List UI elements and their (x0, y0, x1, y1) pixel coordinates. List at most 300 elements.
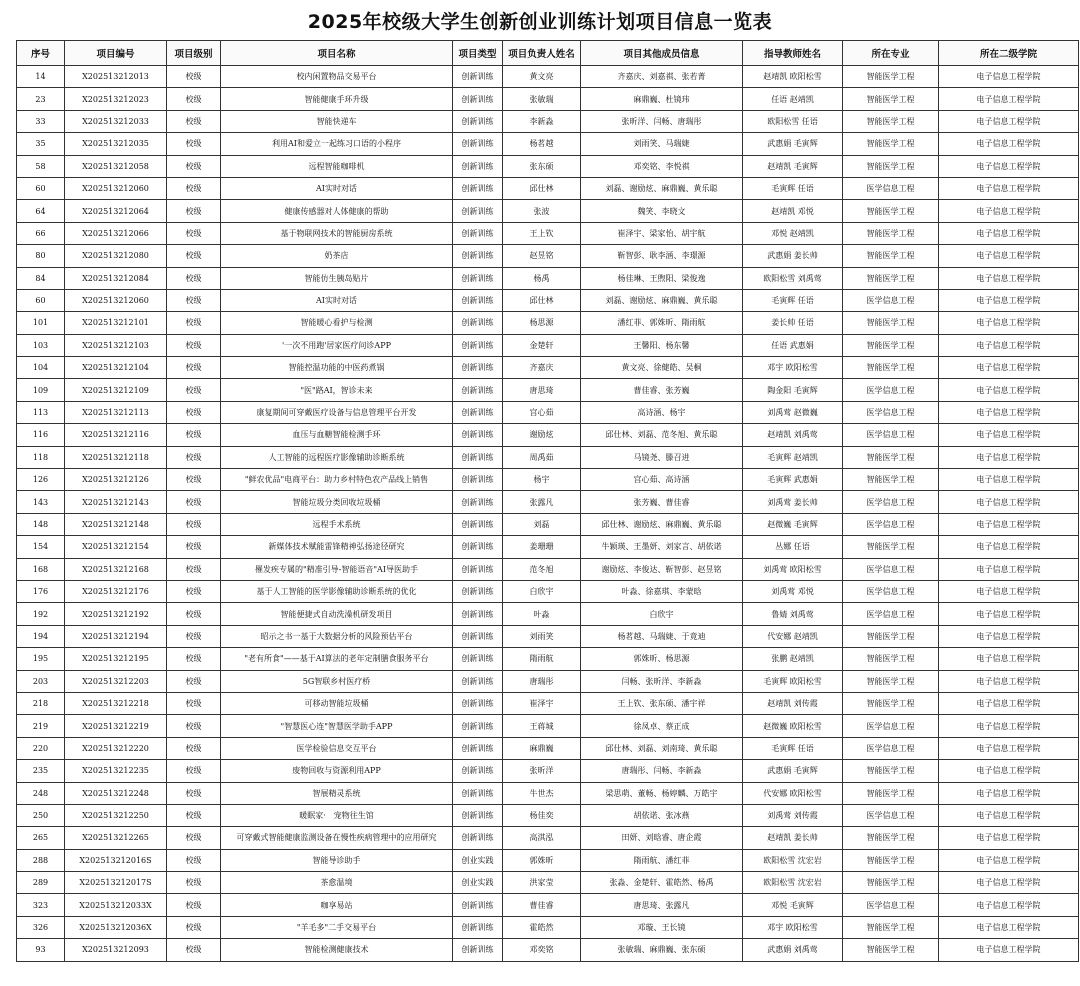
cell-project-id: X202513212104 (65, 357, 167, 379)
cell-project-name: '一次不用跑'居家医疗问诊APP (221, 334, 453, 356)
cell-major: 智能医学工程 (843, 670, 939, 692)
cell-index: 248 (17, 782, 65, 804)
cell-college: 电子信息工程学院 (939, 177, 1079, 199)
cell-major: 智能医学工程 (843, 692, 939, 714)
cell-index: 176 (17, 580, 65, 602)
table-row (17, 827, 1079, 849)
cell-college: 电子信息工程学院 (939, 133, 1079, 155)
cell-project-name: 奶茶店 (221, 245, 453, 267)
cell-project-name: 智能检测健康技术 (221, 939, 453, 961)
cell-level: 校级 (167, 536, 221, 558)
cell-project-id: X202513212235 (65, 760, 167, 782)
cell-major: 智能医学工程 (843, 849, 939, 871)
cell-type: 创新训练 (453, 916, 503, 938)
cell-level: 校级 (167, 177, 221, 199)
cell-advisors: 武惠娟 毛寅辉 (743, 133, 843, 155)
cell-major: 医学信息工程 (843, 558, 939, 580)
cell-members: 邱仕林、谢励炫、麻鼎巍、黄乐聪 (581, 513, 743, 535)
cell-leader: 叶淼 (503, 603, 581, 625)
cell-project-name: 远程智能咖啡机 (221, 155, 453, 177)
cell-members: 靳智彭、耿李涵、李璟源 (581, 245, 743, 267)
cell-major: 智能医学工程 (843, 536, 939, 558)
cell-type: 创业实践 (453, 872, 503, 894)
cell-type: 创业实践 (453, 849, 503, 871)
cell-members: 张敏瑞、麻鼎巍、张东硕 (581, 939, 743, 961)
cell-index: 84 (17, 267, 65, 289)
cell-type: 创新训练 (453, 133, 503, 155)
cell-members: 张淼、金楚轩、霍皓然、杨禹 (581, 872, 743, 894)
cell-advisors: 赵靖凯 欧阳松雪 (743, 66, 843, 88)
cell-project-id: X202513212013 (65, 66, 167, 88)
cell-leader: 王蒋城 (503, 715, 581, 737)
cell-college: 电子信息工程学院 (939, 155, 1079, 177)
table-row (17, 133, 1079, 155)
cell-project-id: X202513212176 (65, 580, 167, 602)
cell-project-name: "鲜农优品"电商平台：助力乡村特色农产品线上销售 (221, 469, 453, 491)
cell-project-name: 智能仿生胰岛贴片 (221, 267, 453, 289)
cell-project-id: X202513212154 (65, 536, 167, 558)
cell-advisors: 邓宇 欧阳松雪 (743, 357, 843, 379)
cell-leader: 周禹茹 (503, 446, 581, 468)
col-header-advisors: 指导教师姓名 (743, 41, 843, 66)
cell-major: 智能医学工程 (843, 133, 939, 155)
cell-major: 智能医学工程 (843, 782, 939, 804)
cell-members: 邱仕林、刘磊、刘南琦、黄乐聪 (581, 737, 743, 759)
cell-type: 创新训练 (453, 625, 503, 647)
cell-members: 徐凤卓、蔡正成 (581, 715, 743, 737)
cell-college: 电子信息工程学院 (939, 737, 1079, 759)
cell-index: 109 (17, 379, 65, 401)
cell-project-id: X202513212248 (65, 782, 167, 804)
table-row (17, 334, 1079, 356)
cell-members: 王上钦、张东硕、潘宇祥 (581, 692, 743, 714)
cell-level: 校级 (167, 894, 221, 916)
cell-leader: 金楚轩 (503, 334, 581, 356)
table-row (17, 357, 1079, 379)
cell-major: 医学信息工程 (843, 894, 939, 916)
cell-leader: 王上钦 (503, 222, 581, 244)
cell-project-name: 智能暖心看护与检测 (221, 312, 453, 334)
cell-project-name: "羊毛多"二手交易平台 (221, 916, 453, 938)
cell-project-name: 康复期间可穿戴医疗设备与信息管理平台开发 (221, 401, 453, 423)
table-row (17, 513, 1079, 535)
cell-advisors: 欧阳松雪 沈宏岩 (743, 849, 843, 871)
cell-index: 220 (17, 737, 65, 759)
cell-major: 智能医学工程 (843, 469, 939, 491)
cell-major: 智能医学工程 (843, 66, 939, 88)
table-row (17, 66, 1079, 88)
cell-index: 250 (17, 804, 65, 826)
cell-members: 张昕洋、闫畅、唐瑞彤 (581, 110, 743, 132)
cell-members: 高诗涵、杨宇 (581, 401, 743, 423)
cell-leader: 洪家莹 (503, 872, 581, 894)
cell-index: 195 (17, 648, 65, 670)
cell-index: 154 (17, 536, 65, 558)
cell-leader: 曹佳睿 (503, 894, 581, 916)
cell-index: 101 (17, 312, 65, 334)
cell-advisors: 毛寅辉 任语 (743, 177, 843, 199)
cell-advisors: 赵靖凯 姜长帅 (743, 827, 843, 849)
cell-project-name: 暖眠家· 宠物往生馆 (221, 804, 453, 826)
cell-advisors: 任语 武惠娟 (743, 334, 843, 356)
cell-project-id: X202513212194 (65, 625, 167, 647)
cell-members: 闫畅、张昕洋、李新淼 (581, 670, 743, 692)
cell-project-name: 可移动智能垃圾桶 (221, 692, 453, 714)
cell-level: 校级 (167, 849, 221, 871)
cell-college: 电子信息工程学院 (939, 648, 1079, 670)
cell-type: 创新训练 (453, 894, 503, 916)
cell-type: 创新训练 (453, 334, 503, 356)
cell-level: 校级 (167, 155, 221, 177)
table-row (17, 849, 1079, 871)
cell-leader: 杨宇 (503, 469, 581, 491)
cell-advisors: 赵靖凯 刘禹莺 (743, 424, 843, 446)
cell-advisors: 毛寅辉 欧阳松雪 (743, 670, 843, 692)
cell-type: 创新训练 (453, 110, 503, 132)
cell-leader: 邱仕林 (503, 289, 581, 311)
cell-advisors: 欧阳松雪 任语 (743, 110, 843, 132)
cell-index: 143 (17, 491, 65, 513)
cell-project-id: X202513212093 (65, 939, 167, 961)
cell-level: 校级 (167, 267, 221, 289)
cell-project-id: X202513212192 (65, 603, 167, 625)
project-table (16, 40, 1079, 962)
table-row (17, 804, 1079, 826)
cell-major: 智能医学工程 (843, 267, 939, 289)
cell-index: 66 (17, 222, 65, 244)
table-row (17, 603, 1079, 625)
cell-college: 电子信息工程学院 (939, 312, 1079, 334)
cell-college: 电子信息工程学院 (939, 670, 1079, 692)
cell-leader: 崔泽宇 (503, 692, 581, 714)
cell-advisors: 赵靖凯 毛寅辉 (743, 155, 843, 177)
cell-level: 校级 (167, 580, 221, 602)
cell-level: 校级 (167, 625, 221, 647)
col-header-major: 所在专业 (843, 41, 939, 66)
cell-leader: 唐瑞彤 (503, 670, 581, 692)
cell-members: 齐嘉庆、刘嘉祺、张若菁 (581, 66, 743, 88)
cell-level: 校级 (167, 692, 221, 714)
cell-project-id: X202513212033 (65, 110, 167, 132)
cell-college: 电子信息工程学院 (939, 939, 1079, 961)
cell-type: 创新训练 (453, 491, 503, 513)
cell-members: 谢励炫、李俊达、靳智彭、赵昱铭 (581, 558, 743, 580)
cell-college: 电子信息工程学院 (939, 782, 1079, 804)
cell-leader: 张昕洋 (503, 760, 581, 782)
cell-type: 创新训练 (453, 513, 503, 535)
table-row (17, 222, 1079, 244)
cell-project-name: 废物回收与资源利用APP (221, 760, 453, 782)
cell-major: 智能医学工程 (843, 110, 939, 132)
cell-project-name: 利用AI和爱立一起练习口语的小程序 (221, 133, 453, 155)
cell-advisors: 丛娜 任语 (743, 536, 843, 558)
cell-leader: 刘雨笑 (503, 625, 581, 647)
cell-members: 宫心茹、高诗涵 (581, 469, 743, 491)
table-row (17, 110, 1079, 132)
cell-members: 刘磊、谢励炫、麻鼎巍、黄乐聪 (581, 177, 743, 199)
cell-index: 148 (17, 513, 65, 535)
cell-advisors: 刘禹莺 邓悦 (743, 580, 843, 602)
cell-members: 白欣宇 (581, 603, 743, 625)
cell-college: 电子信息工程学院 (939, 760, 1079, 782)
cell-major: 医学信息工程 (843, 804, 939, 826)
table-row (17, 760, 1079, 782)
cell-advisors: 刘禹莺 欧阳松雪 (743, 558, 843, 580)
cell-members: 胡依诺、张冰燕 (581, 804, 743, 826)
cell-type: 创新训练 (453, 580, 503, 602)
cell-leader: 谢励炫 (503, 424, 581, 446)
cell-project-name: 智能导诊助手 (221, 849, 453, 871)
cell-index: 289 (17, 872, 65, 894)
cell-advisors: 赵靖凯 邓悦 (743, 200, 843, 222)
cell-project-name: AI实时对话 (221, 289, 453, 311)
table-row (17, 648, 1079, 670)
cell-college: 电子信息工程学院 (939, 692, 1079, 714)
cell-project-id: X202513212250 (65, 804, 167, 826)
col-header-project-id: 项目编号 (65, 41, 167, 66)
cell-college: 电子信息工程学院 (939, 827, 1079, 849)
col-header-leader: 项目负责人姓名 (503, 41, 581, 66)
cell-project-id: X202513212220 (65, 737, 167, 759)
cell-members: 张芳巍、曹佳睿 (581, 491, 743, 513)
table-row (17, 939, 1079, 961)
cell-college: 电子信息工程学院 (939, 491, 1079, 513)
cell-project-id: X202513212126 (65, 469, 167, 491)
cell-leader: 郭姝昕 (503, 849, 581, 871)
cell-advisors: 武惠娟 姜长帅 (743, 245, 843, 267)
cell-leader: 杨禹 (503, 267, 581, 289)
cell-project-id: X202513212033X (65, 894, 167, 916)
cell-major: 智能医学工程 (843, 872, 939, 894)
cell-index: 104 (17, 357, 65, 379)
cell-members: 梁思萌、董畅、杨婷麟、万皓宇 (581, 782, 743, 804)
cell-project-name: 可穿戴式智能健康监测设备在慢性疾病管理中的应用研究 (221, 827, 453, 849)
col-header-college: 所在二级学院 (939, 41, 1079, 66)
cell-major: 医学信息工程 (843, 513, 939, 535)
cell-project-name: 基于人工智能的医学影像辅助诊断系统的优化 (221, 580, 453, 602)
cell-college: 电子信息工程学院 (939, 558, 1079, 580)
cell-project-id: X202513212084 (65, 267, 167, 289)
cell-type: 创新训练 (453, 648, 503, 670)
cell-leader: 霍皓然 (503, 916, 581, 938)
cell-advisors: 毛寅辉 任语 (743, 737, 843, 759)
cell-project-id: X202513212016S (65, 849, 167, 871)
cell-index: 288 (17, 849, 65, 871)
cell-level: 校级 (167, 715, 221, 737)
cell-members: 田妍、刘晗睿、唐企霞 (581, 827, 743, 849)
cell-advisors: 姜长帅 任语 (743, 312, 843, 334)
cell-leader: 张东硕 (503, 155, 581, 177)
cell-level: 校级 (167, 88, 221, 110)
cell-college: 电子信息工程学院 (939, 469, 1079, 491)
cell-advisors: 邓悦 毛寅辉 (743, 894, 843, 916)
cell-project-name: 智能健康手环升级 (221, 88, 453, 110)
cell-index: 192 (17, 603, 65, 625)
cell-index: 35 (17, 133, 65, 155)
cell-college: 电子信息工程学院 (939, 334, 1079, 356)
cell-level: 校级 (167, 670, 221, 692)
cell-advisors: 代安娜 欧阳松雪 (743, 782, 843, 804)
cell-project-id: X202513212103 (65, 334, 167, 356)
cell-major: 智能医学工程 (843, 939, 939, 961)
cell-project-id: X202513212109 (65, 379, 167, 401)
table-row (17, 177, 1079, 199)
cell-advisors: 刘禹莺 刘传霞 (743, 804, 843, 826)
cell-advisors: 武惠娟 毛寅辉 (743, 760, 843, 782)
cell-project-name: AI实时对话 (221, 177, 453, 199)
cell-project-name: 智能垃圾分类回收垃圾桶 (221, 491, 453, 513)
cell-level: 校级 (167, 312, 221, 334)
cell-index: 14 (17, 66, 65, 88)
cell-members: 唐瑞彤、闫畅、李新淼 (581, 760, 743, 782)
cell-type: 创新训练 (453, 200, 503, 222)
cell-level: 校级 (167, 334, 221, 356)
table-row (17, 872, 1079, 894)
cell-project-name: 咖享易站 (221, 894, 453, 916)
cell-index: 58 (17, 155, 65, 177)
cell-major: 智能医学工程 (843, 916, 939, 938)
cell-project-name: 智能控温功能的中医药煮锅 (221, 357, 453, 379)
cell-project-name: "老有所食"——基于AI算法的老年定制膳食服务平台 (221, 648, 453, 670)
table-row (17, 469, 1079, 491)
cell-project-id: X202513212116 (65, 424, 167, 446)
cell-index: 60 (17, 177, 65, 199)
cell-type: 创新训练 (453, 827, 503, 849)
cell-index: 64 (17, 200, 65, 222)
cell-project-id: X202513212017S (65, 872, 167, 894)
cell-leader: 麻鼎巍 (503, 737, 581, 759)
cell-level: 校级 (167, 939, 221, 961)
cell-type: 创新训练 (453, 289, 503, 311)
cell-project-id: X202513212023 (65, 88, 167, 110)
cell-leader: 李新淼 (503, 110, 581, 132)
cell-type: 创新训练 (453, 692, 503, 714)
cell-leader: 刘磊 (503, 513, 581, 535)
cell-index: 219 (17, 715, 65, 737)
cell-project-id: X202513212058 (65, 155, 167, 177)
cell-project-id: X202513212118 (65, 446, 167, 468)
cell-project-name: 智能快递车 (221, 110, 453, 132)
cell-college: 电子信息工程学院 (939, 872, 1079, 894)
table-row (17, 200, 1079, 222)
cell-index: 118 (17, 446, 65, 468)
cell-type: 创新训练 (453, 155, 503, 177)
cell-project-name: "医"路AI，智诊未来 (221, 379, 453, 401)
col-header-index: 序号 (17, 41, 65, 66)
cell-major: 智能医学工程 (843, 245, 939, 267)
cell-college: 电子信息工程学院 (939, 536, 1079, 558)
cell-level: 校级 (167, 424, 221, 446)
cell-level: 校级 (167, 737, 221, 759)
table-row (17, 625, 1079, 647)
cell-advisors: 赵微巍 欧阳松雪 (743, 715, 843, 737)
cell-major: 智能医学工程 (843, 334, 939, 356)
cell-type: 创新训练 (453, 469, 503, 491)
cell-type: 创新训练 (453, 715, 503, 737)
table-row (17, 446, 1079, 468)
cell-major: 医学信息工程 (843, 177, 939, 199)
cell-level: 校级 (167, 401, 221, 423)
cell-index: 33 (17, 110, 65, 132)
cell-project-name: 5G智联乡村医疗桥 (221, 670, 453, 692)
table-row (17, 670, 1079, 692)
cell-major: 医学信息工程 (843, 491, 939, 513)
table-row (17, 558, 1079, 580)
cell-project-id: X202513212036X (65, 916, 167, 938)
cell-members: 魏笑、李晓文 (581, 200, 743, 222)
cell-members: 刘磊、谢励炫、麻鼎巍、黄乐聪 (581, 289, 743, 311)
cell-advisors: 赵微巍 毛寅辉 (743, 513, 843, 535)
cell-index: 23 (17, 88, 65, 110)
cell-level: 校级 (167, 872, 221, 894)
cell-advisors: 陶金阳 毛寅辉 (743, 379, 843, 401)
cell-project-id: X202513212195 (65, 648, 167, 670)
cell-leader: 黄文亮 (503, 66, 581, 88)
cell-major: 智能医学工程 (843, 357, 939, 379)
cell-members: 郭姝昕、杨思源 (581, 648, 743, 670)
cell-advisors: 毛寅辉 任语 (743, 289, 843, 311)
cell-type: 创新训练 (453, 804, 503, 826)
cell-leader: 杨佳奕 (503, 804, 581, 826)
cell-college: 电子信息工程学院 (939, 200, 1079, 222)
cell-leader: 隋雨航 (503, 648, 581, 670)
cell-major: 智能医学工程 (843, 155, 939, 177)
cell-major: 医学信息工程 (843, 580, 939, 602)
cell-level: 校级 (167, 491, 221, 513)
cell-college: 电子信息工程学院 (939, 379, 1079, 401)
cell-type: 创新训练 (453, 267, 503, 289)
cell-type: 创新训练 (453, 312, 503, 334)
table-row (17, 536, 1079, 558)
cell-advisors: 刘禹莺 赵微巍 (743, 401, 843, 423)
cell-members: 麻鼎巍、杜镜玮 (581, 88, 743, 110)
cell-index: 113 (17, 401, 65, 423)
table-body (17, 66, 1079, 962)
cell-index: 194 (17, 625, 65, 647)
cell-members: 黄文亮、徐健皓、吴桐 (581, 357, 743, 379)
cell-advisors: 欧阳松雪 刘禹莺 (743, 267, 843, 289)
header-row (17, 41, 1079, 66)
cell-level: 校级 (167, 469, 221, 491)
cell-type: 创新训练 (453, 424, 503, 446)
cell-project-id: X202513212035 (65, 133, 167, 155)
cell-advisors: 鲁婧 刘禹莺 (743, 603, 843, 625)
table-row (17, 737, 1079, 759)
cell-project-name: 智能便捷式自动洗澡机研发项目 (221, 603, 453, 625)
cell-advisors: 任语 赵靖凯 (743, 88, 843, 110)
cell-index: 60 (17, 289, 65, 311)
cell-college: 电子信息工程学院 (939, 804, 1079, 826)
table-row (17, 580, 1079, 602)
cell-project-id: X202513212113 (65, 401, 167, 423)
cell-type: 创新训练 (453, 401, 503, 423)
cell-college: 电子信息工程学院 (939, 603, 1079, 625)
cell-major: 智能医学工程 (843, 827, 939, 849)
cell-project-name: 血压与血糖智能检测手环 (221, 424, 453, 446)
col-header-project-name: 项目名称 (221, 41, 453, 66)
cell-project-name: 远程手术系统 (221, 513, 453, 535)
cell-leader: 张波 (503, 200, 581, 222)
cell-project-id: X202513212060 (65, 289, 167, 311)
table-row (17, 312, 1079, 334)
cell-level: 校级 (167, 782, 221, 804)
table-row (17, 88, 1079, 110)
cell-project-name: 健康传感器对人体健康的帮助 (221, 200, 453, 222)
cell-advisors: 欧阳松雪 沈宏岩 (743, 872, 843, 894)
cell-index: 103 (17, 334, 65, 356)
cell-level: 校级 (167, 133, 221, 155)
cell-major: 智能医学工程 (843, 648, 939, 670)
